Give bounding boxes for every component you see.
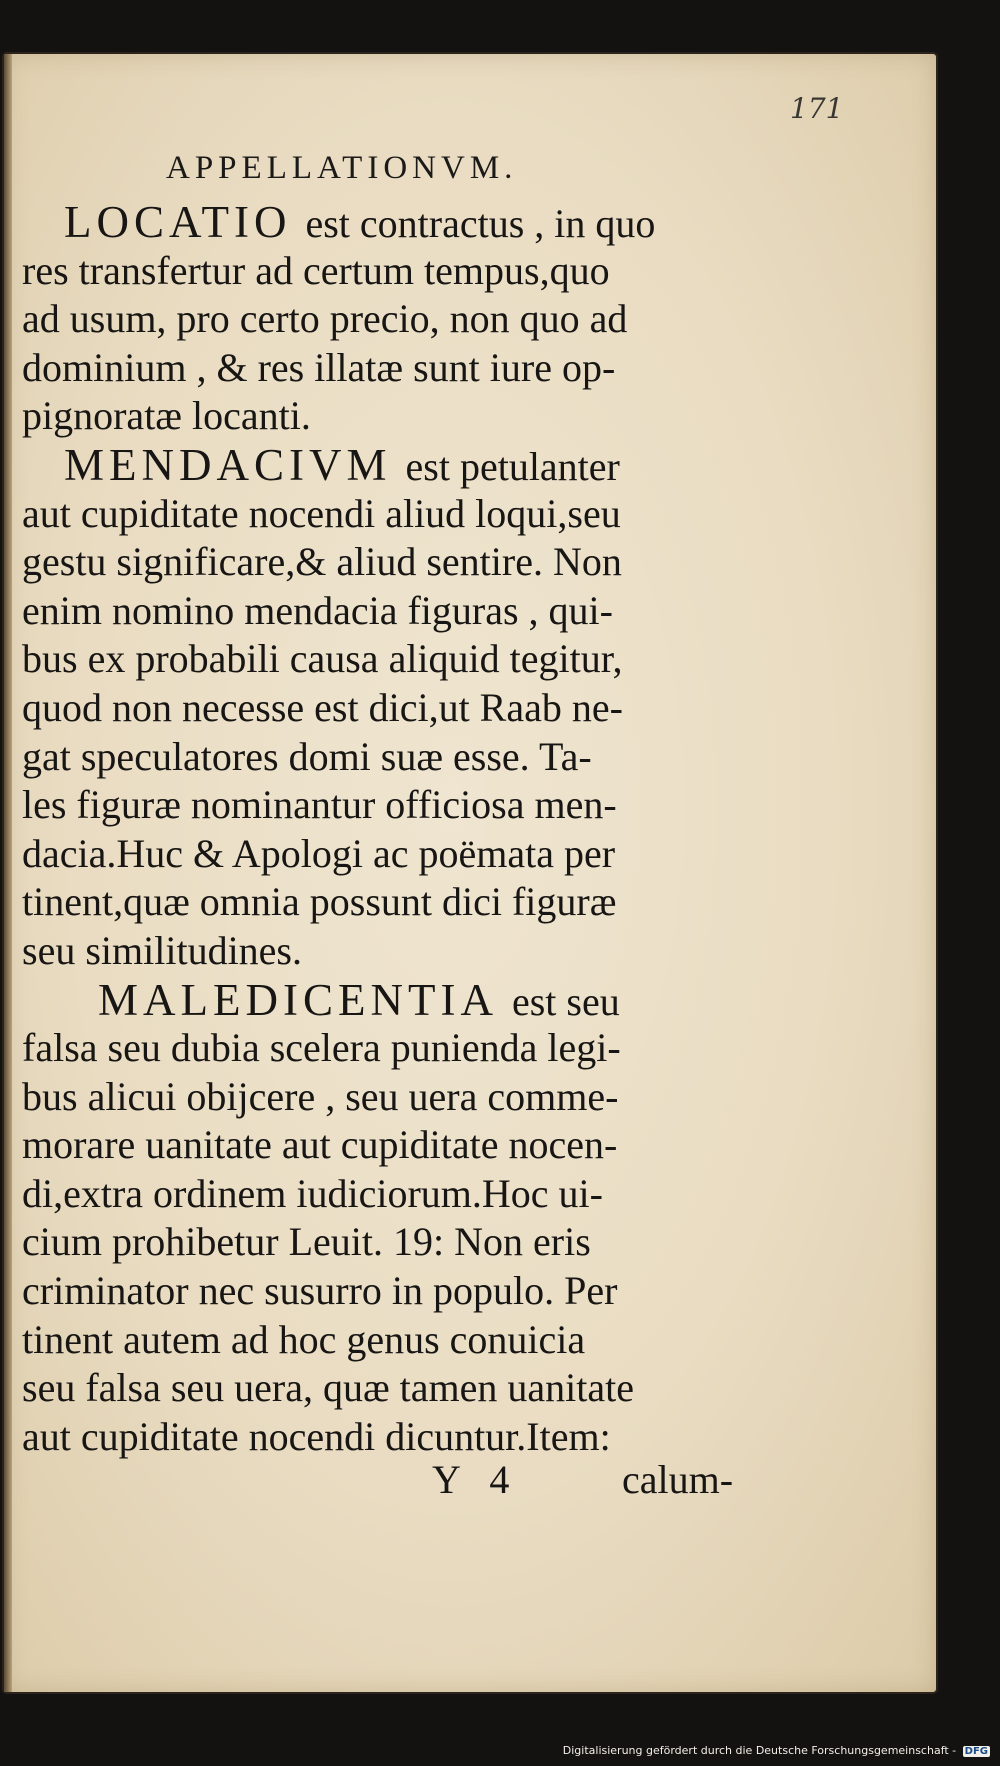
text-line: pignoratæ locanti. <box>22 393 311 439</box>
entry-maledicentia <box>22 976 747 1462</box>
text-block <box>22 198 747 1461</box>
entry-first-line <box>22 198 747 247</box>
text-line: cium prohibetur Leuit. 19: Non eris <box>22 1219 591 1265</box>
text-line: quod non necesse est dici,ut Raab ne- <box>22 684 623 730</box>
text-line: res transfertur ad certum tempus,quo <box>22 247 610 293</box>
text-line: gestu significare,& aliud sentire. Non <box>22 539 622 585</box>
entry-first-line <box>22 441 747 490</box>
text-line: falsa seu dubia scelera punienda legi- <box>22 1025 621 1071</box>
headword: LOCATIO <box>64 197 292 247</box>
text-line: tinent autem ad hoc genus conuicia <box>22 1316 586 1362</box>
text-line: seu falsa seu uera, quæ tamen uanitate <box>22 1365 634 1411</box>
line-text: est petulanter <box>395 443 620 489</box>
text-line: bus alicui obijcere , seu uera comme- <box>22 1073 619 1119</box>
credit-text: Digitalisierung gefördert durch die Deutsche Forschungsgemeinschaft - <box>562 1744 957 1757</box>
text-line: bus ex probabili causa aliquid tegitur, <box>22 636 623 682</box>
line-text: est seu <box>501 978 620 1024</box>
text-line: seu similitudines. <box>22 927 302 973</box>
text-line: tinent,quæ omnia possunt dici figuræ <box>22 879 617 925</box>
headword: MALEDICENTIA <box>98 974 498 1025</box>
headword: MENDACIVM <box>64 439 392 490</box>
text-line: criminator nec susurro in populo. Per <box>22 1268 618 1314</box>
text-line: les figuræ nominantur officiosa men- <box>22 782 617 828</box>
folio-number: 171 <box>790 92 844 125</box>
entry-locatio <box>22 198 747 441</box>
text-line: aut cupiditate nocendi dicuntur.Item: <box>22 1413 611 1459</box>
text-line: enim nomino mendacia figuras , qui- <box>22 587 613 633</box>
text-line: ad usum, pro certo precio, non quo ad <box>22 296 628 342</box>
digitization-credit <box>0 1744 990 1757</box>
catchword: calum- <box>622 1457 734 1502</box>
text-line: di,extra ordinem iudiciorum.Hoc ui- <box>22 1170 603 1216</box>
entry-mendacium <box>22 441 747 976</box>
text-line: morare uanitate aut cupiditate nocen- <box>22 1122 618 1168</box>
running-head: APPELLATIONVM. <box>166 150 518 186</box>
signature-mark: Y 4 <box>432 1457 520 1502</box>
text-line: aut cupiditate nocendi aliud loqui,seu <box>22 490 621 536</box>
text-line: gat speculatores domi suæ esse. Ta- <box>22 733 592 779</box>
line-text: est contractus , in quo <box>295 201 656 246</box>
text-line: dominium , & res illatæ sunt iure op- <box>22 344 616 390</box>
text-line: dacia.Huc & Apologi ac poëmata per <box>22 830 616 876</box>
entry-first-line <box>22 976 747 1025</box>
dfg-logo: DFG <box>964 1746 988 1757</box>
page-gutter <box>4 54 12 1692</box>
